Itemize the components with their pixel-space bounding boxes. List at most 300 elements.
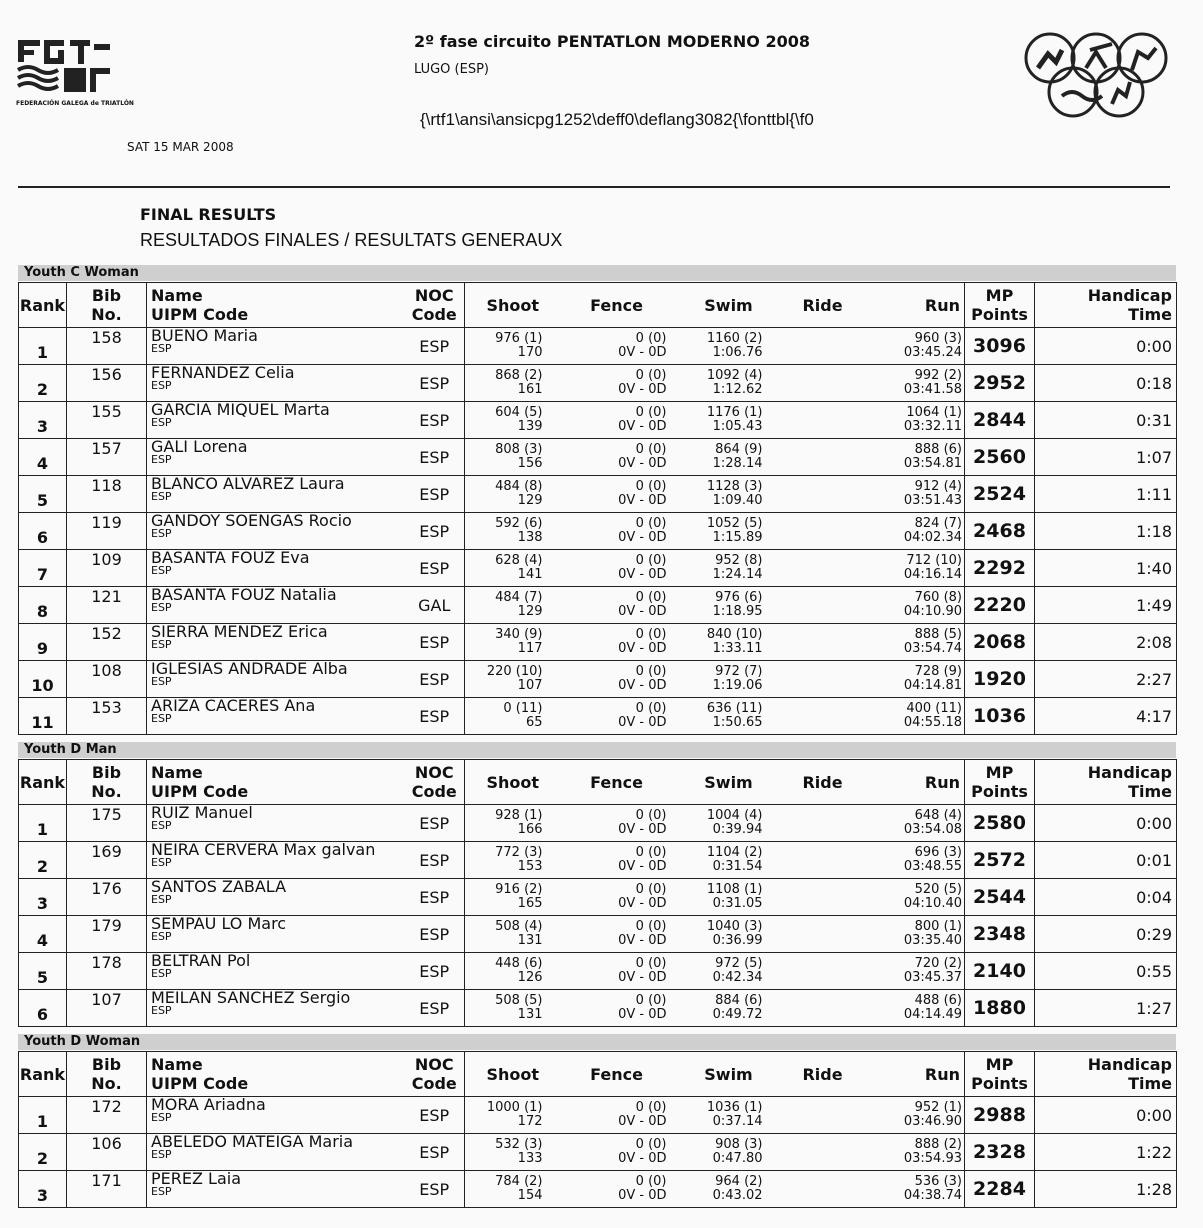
fence-cell-points: 0 (0): [635, 882, 667, 897]
name-cell: [147, 805, 405, 842]
fence-cell: [561, 953, 673, 990]
shoot-cell: [465, 550, 561, 587]
run-cell-raw: 04:14.81: [903, 678, 962, 693]
col-noc-text: NOC: [414, 763, 454, 782]
ride-cell: [785, 879, 861, 916]
fence-cell-raw: 0V - 0D: [618, 822, 667, 837]
swim-cell-raw: 0:42.34: [712, 970, 763, 985]
noc-cell: ESP: [405, 328, 465, 365]
uipm-code: ESP: [151, 490, 172, 503]
fence-cell: [561, 365, 673, 402]
swim-cell: [673, 1097, 785, 1134]
run-cell: [861, 365, 965, 402]
bib-cell: 178: [67, 953, 147, 990]
swim-cell-raw: 0:36.99: [712, 933, 763, 948]
swim-cell: [673, 476, 785, 513]
swim-cell-raw: 1:33.11: [712, 641, 763, 656]
shoot-cell-points: 604 (5): [495, 405, 543, 420]
fence-cell-raw: 0V - 0D: [618, 1151, 667, 1166]
section-label: Youth D Woman: [18, 1034, 1176, 1050]
run-cell-points: 824 (7): [914, 516, 962, 531]
shoot-cell-raw: 129: [517, 493, 543, 508]
swim-cell-points: 1036 (1): [706, 1100, 763, 1115]
fence-cell-points: 0 (0): [635, 993, 667, 1008]
run-cell: [861, 587, 965, 624]
bib-cell: 119: [67, 513, 147, 550]
col-run: [861, 760, 965, 805]
swim-cell: [673, 328, 785, 365]
ride-cell: [785, 476, 861, 513]
bib-cell: 108: [67, 661, 147, 698]
rank-cell: 1: [19, 805, 67, 842]
col-name-text: Name: [151, 763, 203, 782]
rank-cell: 4: [19, 916, 67, 953]
swim-cell-points: 884 (6): [715, 993, 763, 1008]
fence-cell-points: 0 (0): [635, 405, 667, 420]
shoot-cell-points: 508 (4): [495, 919, 543, 934]
col-shoot-text: Shoot: [486, 1064, 540, 1084]
col-run-text: Run: [924, 295, 960, 315]
run-cell: [861, 698, 965, 735]
ride-cell: [785, 365, 861, 402]
run-cell-points: 912 (4): [914, 479, 962, 494]
noc-cell: ESP: [405, 953, 465, 990]
run-cell-points: 720 (2): [914, 956, 962, 971]
table-row: [19, 402, 1177, 439]
fence-cell-raw: 0V - 0D: [618, 382, 667, 397]
fence-cell: [561, 698, 673, 735]
swim-cell-raw: 0:39.94: [712, 822, 763, 837]
col-mp-points: [965, 760, 1035, 805]
athlete-name: GANDOY SOENGAS Rocio: [151, 511, 352, 530]
handicap-time-cell: 1:40: [1035, 550, 1177, 587]
handicap-time-cell: 2:27: [1035, 661, 1177, 698]
mp-points-cell: 2988: [965, 1097, 1035, 1134]
shoot-cell-raw: 131: [517, 933, 543, 948]
fence-cell-raw: 0V - 0D: [618, 493, 667, 508]
table-row: [19, 328, 1177, 365]
shoot-cell: [465, 698, 561, 735]
mp-points-cell: 2284: [965, 1171, 1035, 1208]
ride-cell: [785, 698, 861, 735]
rank-cell: 4: [19, 439, 67, 476]
athlete-name: SANTOS ZABALA: [151, 877, 287, 896]
shoot-cell: [465, 513, 561, 550]
fence-cell: [561, 328, 673, 365]
swim-cell-raw: 0:49.72: [712, 1007, 763, 1022]
event-title: 2º fase circuito PENTATLON MODERNO 2008: [414, 32, 810, 51]
shoot-cell-points: 1000 (1): [486, 1100, 543, 1115]
athlete-name: GARCIA MIQUEL Marta: [151, 400, 330, 419]
fence-cell-points: 0 (0): [635, 919, 667, 934]
noc-cell: ESP: [405, 513, 465, 550]
noc-cell: ESP: [405, 698, 465, 735]
swim-cell: [673, 698, 785, 735]
ride-cell: [785, 513, 861, 550]
bib-cell: 158: [67, 328, 147, 365]
noc-cell: ESP: [405, 1097, 465, 1134]
run-cell-raw: 03:48.55: [903, 859, 962, 874]
ride-cell: [785, 916, 861, 953]
col-shoot: [465, 283, 561, 328]
bib-cell: 169: [67, 842, 147, 879]
shoot-cell: [465, 402, 561, 439]
col-name: [147, 1052, 405, 1097]
mp-points-cell: 2292: [965, 550, 1035, 587]
shoot-cell-raw: 172: [517, 1114, 543, 1129]
run-cell: [861, 439, 965, 476]
swim-cell: [673, 365, 785, 402]
ride-cell: [785, 328, 861, 365]
bib-cell: 155: [67, 402, 147, 439]
name-cell: [147, 1134, 405, 1171]
run-cell-raw: 03:54.08: [903, 822, 962, 837]
swim-cell-points: 1004 (4): [706, 808, 763, 823]
name-cell: [147, 842, 405, 879]
athlete-name: SEMPAU LO Marc: [151, 914, 287, 933]
handicap-time-cell: 0:00: [1035, 328, 1177, 365]
shoot-cell-raw: 161: [517, 382, 543, 397]
table-row: [19, 661, 1177, 698]
shoot-cell-points: 508 (5): [495, 993, 543, 1008]
ride-cell: [785, 1097, 861, 1134]
handicap-time-cell: 0:29: [1035, 916, 1177, 953]
event-location: LUGO (ESP): [414, 62, 489, 77]
uipm-code: ESP: [151, 601, 172, 614]
swim-cell: [673, 624, 785, 661]
ride-cell: [785, 402, 861, 439]
ride-cell: [785, 1134, 861, 1171]
rank-cell: 1: [19, 328, 67, 365]
athlete-name: BASANTA FOUZ Eva: [151, 548, 310, 567]
mp-points-cell: 2952: [965, 365, 1035, 402]
col-handicap-time-text: Time: [1128, 782, 1172, 801]
fence-cell-points: 0 (0): [635, 1174, 667, 1189]
athlete-name: MORA Ariadna: [151, 1095, 266, 1114]
rank-cell: 2: [19, 842, 67, 879]
col-mp-points-text: MP: [985, 763, 1014, 782]
mp-points-cell: 2572: [965, 842, 1035, 879]
mp-points-cell: 2580: [965, 805, 1035, 842]
athlete-name: PEREZ Laia: [151, 1169, 241, 1188]
fence-cell-raw: 0V - 0D: [618, 678, 667, 693]
col-noc-text: NOC: [414, 286, 454, 305]
noc-cell: ESP: [405, 550, 465, 587]
fence-cell-raw: 0V - 0D: [618, 933, 667, 948]
shoot-cell-points: 340 (9): [495, 627, 543, 642]
swim-cell-raw: 1:06.76: [712, 345, 763, 360]
table-header-row: [19, 283, 1177, 328]
col-ride-text: Ride: [802, 772, 843, 792]
shoot-cell-raw: 65: [525, 715, 543, 730]
fence-cell: [561, 513, 673, 550]
federation-logo: [16, 36, 134, 108]
shoot-cell-raw: 165: [517, 896, 543, 911]
swim-cell-points: 840 (10): [706, 627, 763, 642]
mp-points-cell: 2524: [965, 476, 1035, 513]
col-handicap-time: [1035, 1052, 1177, 1097]
name-cell: [147, 402, 405, 439]
run-cell-points: 400 (11): [906, 701, 962, 716]
col-mp-points-text: Points: [971, 1074, 1028, 1093]
col-name-text: Name: [151, 286, 203, 305]
run-cell-points: 536 (3): [914, 1174, 962, 1189]
col-handicap-time-text: Handicap: [1087, 286, 1172, 305]
shoot-cell-points: 0 (11): [503, 701, 543, 716]
shoot-cell-points: 808 (3): [495, 442, 543, 457]
shoot-cell-raw: 129: [517, 604, 543, 619]
col-bib: [67, 283, 147, 328]
fence-cell-raw: 0V - 0D: [618, 715, 667, 730]
run-cell-raw: 04:02.34: [903, 530, 962, 545]
shoot-cell: [465, 990, 561, 1027]
handicap-time-cell: 0:00: [1035, 1097, 1177, 1134]
noc-cell: ESP: [405, 1171, 465, 1208]
col-fence-text: Fence: [590, 295, 643, 315]
swim-cell-points: 1092 (4): [706, 368, 763, 383]
results-title: FINAL RESULTS: [140, 205, 277, 224]
col-ride: [785, 1052, 861, 1097]
col-name: [147, 760, 405, 805]
swim-cell: [673, 402, 785, 439]
handicap-time-cell: 0:01: [1035, 842, 1177, 879]
fence-cell: [561, 402, 673, 439]
run-cell-raw: 03:54.74: [903, 641, 962, 656]
handicap-time-cell: 1:18: [1035, 513, 1177, 550]
uipm-code: ESP: [151, 379, 172, 392]
table-row: [19, 587, 1177, 624]
col-run-text: Run: [924, 1064, 960, 1084]
section-label: Youth D Man: [18, 742, 1176, 758]
bib-cell: 106: [67, 1134, 147, 1171]
handicap-time-cell: 4:17: [1035, 698, 1177, 735]
handicap-time-cell: 2:08: [1035, 624, 1177, 661]
col-rank-text: Rank: [19, 1064, 66, 1084]
noc-cell: ESP: [405, 842, 465, 879]
swim-cell-raw: 0:31.54: [712, 859, 763, 874]
name-cell: [147, 1171, 405, 1208]
athlete-name: BLANCO ALVAREZ Laura: [151, 474, 345, 493]
fence-cell: [561, 879, 673, 916]
swim-cell: [673, 439, 785, 476]
swim-cell-points: 1128 (3): [706, 479, 763, 494]
run-cell-raw: 03:45.37: [903, 970, 962, 985]
col-rank: [19, 760, 67, 805]
col-name-text: UIPM Code: [151, 305, 249, 324]
shoot-cell-raw: 141: [517, 567, 543, 582]
run-cell-raw: 03:54.81: [903, 456, 962, 471]
fence-cell-raw: 0V - 0D: [618, 530, 667, 545]
bib-cell: 121: [67, 587, 147, 624]
shoot-cell-points: 484 (7): [495, 590, 543, 605]
athlete-name: FERNANDEZ Celia: [151, 363, 295, 382]
col-name: [147, 283, 405, 328]
swim-cell-raw: 1:18.95: [712, 604, 763, 619]
col-rank: [19, 1052, 67, 1097]
noc-cell: ESP: [405, 879, 465, 916]
run-cell: [861, 916, 965, 953]
run-cell-raw: 04:10.40: [903, 896, 962, 911]
athlete-name: SIERRA MENDEZ Erica: [151, 622, 328, 641]
name-cell: [147, 476, 405, 513]
handicap-time-cell: 1:28: [1035, 1171, 1177, 1208]
uipm-code: ESP: [151, 712, 172, 725]
run-cell-points: 800 (1): [914, 919, 962, 934]
shoot-cell-points: 868 (2): [495, 368, 543, 383]
fence-cell-raw: 0V - 0D: [618, 456, 667, 471]
swim-cell-raw: 1:15.89: [712, 530, 763, 545]
col-name-text: Name: [151, 1055, 203, 1074]
fence-cell-points: 0 (0): [635, 368, 667, 383]
run-cell-raw: 04:55.18: [903, 715, 962, 730]
bib-cell: 156: [67, 365, 147, 402]
name-cell: [147, 513, 405, 550]
table-row: [19, 476, 1177, 513]
fence-cell-raw: 0V - 0D: [618, 419, 667, 434]
col-name-text: UIPM Code: [151, 782, 249, 801]
swim-cell-raw: 1:05.43: [712, 419, 763, 434]
run-cell-points: 648 (4): [914, 808, 962, 823]
noc-cell: ESP: [405, 476, 465, 513]
fence-cell: [561, 842, 673, 879]
uipm-code: ESP: [151, 1148, 172, 1161]
swim-cell-points: 972 (5): [715, 956, 763, 971]
results-table: [18, 759, 1177, 1027]
uipm-code: ESP: [151, 527, 172, 540]
swim-cell-points: 1108 (1): [706, 882, 763, 897]
rtf-artifact-text: {\rtf1\ansi\ansicpg1252\deff0\deflang3082{\fonttbl{\f0: [420, 110, 814, 129]
name-cell: [147, 624, 405, 661]
col-bib-text: No.: [91, 1074, 122, 1093]
handicap-time-cell: 1:27: [1035, 990, 1177, 1027]
fence-cell-raw: 0V - 0D: [618, 345, 667, 360]
fence-cell-points: 0 (0): [635, 590, 667, 605]
run-cell: [861, 953, 965, 990]
swim-cell-raw: 1:12.62: [712, 382, 763, 397]
run-cell-points: 992 (2): [914, 368, 962, 383]
mp-points-cell: 1920: [965, 661, 1035, 698]
rank-cell: 3: [19, 879, 67, 916]
handicap-time-cell: 0:04: [1035, 879, 1177, 916]
fence-cell: [561, 624, 673, 661]
fence-cell-points: 0 (0): [635, 442, 667, 457]
fence-cell: [561, 587, 673, 624]
shoot-cell-points: 772 (3): [495, 845, 543, 860]
swim-cell-raw: 1:19.06: [712, 678, 763, 693]
fence-cell-raw: 0V - 0D: [618, 641, 667, 656]
col-shoot: [465, 760, 561, 805]
run-cell: [861, 476, 965, 513]
ride-cell: [785, 805, 861, 842]
run-cell-points: 712 (10): [906, 553, 962, 568]
col-swim-text: Swim: [704, 1064, 753, 1084]
run-cell-raw: 03:41.58: [903, 382, 962, 397]
col-fence: [561, 1052, 673, 1097]
name-cell: [147, 550, 405, 587]
noc-cell: ESP: [405, 1134, 465, 1171]
header-divider: [18, 186, 1170, 188]
col-handicap-time-text: Time: [1128, 1074, 1172, 1093]
run-cell-points: 488 (6): [914, 993, 962, 1008]
shoot-cell: [465, 805, 561, 842]
ride-cell: [785, 953, 861, 990]
col-mp-points: [965, 1052, 1035, 1097]
mp-points-cell: 2348: [965, 916, 1035, 953]
run-cell-raw: 03:46.90: [903, 1114, 962, 1129]
swim-cell-points: 952 (8): [715, 553, 763, 568]
name-cell: [147, 661, 405, 698]
fence-cell-raw: 0V - 0D: [618, 604, 667, 619]
swim-cell-raw: 1:09.40: [712, 493, 763, 508]
shoot-cell-raw: 117: [517, 641, 543, 656]
results-table: [18, 282, 1177, 735]
noc-cell: ESP: [405, 916, 465, 953]
athlete-name: MEILAN SANCHEZ Sergio: [151, 988, 351, 1007]
col-noc: [405, 1052, 465, 1097]
bib-cell: 157: [67, 439, 147, 476]
ride-cell: [785, 1171, 861, 1208]
fence-cell: [561, 439, 673, 476]
rank-cell: 10: [19, 661, 67, 698]
shoot-cell: [465, 328, 561, 365]
shoot-cell: [465, 365, 561, 402]
table-row: [19, 953, 1177, 990]
event-date: SAT 15 MAR 2008: [127, 140, 234, 154]
bib-cell: 152: [67, 624, 147, 661]
shoot-cell-points: 976 (1): [495, 331, 543, 346]
run-cell: [861, 402, 965, 439]
col-mp-points-text: MP: [985, 286, 1014, 305]
swim-cell-points: 976 (6): [715, 590, 763, 605]
col-shoot: [465, 1052, 561, 1097]
swim-cell: [673, 1171, 785, 1208]
run-cell: [861, 1171, 965, 1208]
run-cell: [861, 1097, 965, 1134]
run-cell-points: 888 (5): [914, 627, 962, 642]
table-row: [19, 1171, 1177, 1208]
athlete-name: RUIZ Manuel: [151, 803, 253, 822]
fence-cell: [561, 1134, 673, 1171]
shoot-cell: [465, 661, 561, 698]
shoot-cell-points: 484 (8): [495, 479, 543, 494]
run-cell: [861, 661, 965, 698]
col-swim-text: Swim: [704, 772, 753, 792]
fence-cell-points: 0 (0): [635, 1137, 667, 1152]
col-handicap-time: [1035, 760, 1177, 805]
col-noc: [405, 760, 465, 805]
col-swim: [673, 283, 785, 328]
rank-cell: 6: [19, 990, 67, 1027]
shoot-cell: [465, 916, 561, 953]
rank-cell: 3: [19, 1171, 67, 1208]
run-cell-raw: 04:38.74: [903, 1188, 962, 1203]
col-rank: [19, 283, 67, 328]
fence-cell-points: 0 (0): [635, 1100, 667, 1115]
swim-cell-raw: 1:50.65: [712, 715, 763, 730]
run-cell-points: 888 (6): [914, 442, 962, 457]
ride-cell: [785, 587, 861, 624]
col-shoot-text: Shoot: [486, 295, 540, 315]
handicap-time-cell: 0:31: [1035, 402, 1177, 439]
run-cell-raw: 03:45.24: [903, 345, 962, 360]
run-cell: [861, 1134, 965, 1171]
name-cell: [147, 698, 405, 735]
athlete-name: NEIRA CERVERA Max galvan: [151, 840, 376, 859]
col-rank-text: Rank: [19, 295, 66, 315]
run-cell: [861, 879, 965, 916]
uipm-code: ESP: [151, 930, 172, 943]
results-subtitle: RESULTADOS FINALES / RESULTATS GENERAUX: [140, 230, 563, 250]
